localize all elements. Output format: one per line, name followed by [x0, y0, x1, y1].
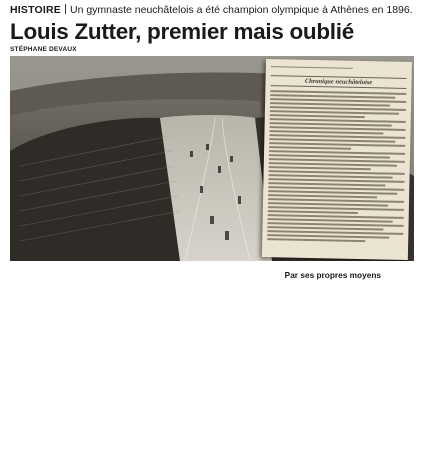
article-column-2 [147, 265, 276, 282]
headline: Louis Zutter, premier mais oublié [10, 19, 354, 44]
byline: STÉPHANE DEVAUX [10, 46, 77, 53]
article-column-3 [285, 265, 414, 282]
kicker: HISTOIRE [10, 4, 61, 16]
kicker-separator [65, 4, 66, 14]
article-body [10, 265, 414, 282]
section-subhead: Par ses propres moyens [284, 270, 382, 280]
clipping-text-lines [271, 66, 407, 70]
article-column-1 [10, 265, 139, 282]
clipping-body-lines [267, 90, 406, 242]
article-photo [10, 56, 414, 261]
newspaper-clipping [262, 59, 412, 260]
dek: Un gymnaste neuchâtelois a été champion olympique à Athènes en 1896. [70, 4, 413, 16]
kicker-line [10, 4, 414, 17]
clipping-title: Chronique neuchâteloise [270, 75, 406, 89]
